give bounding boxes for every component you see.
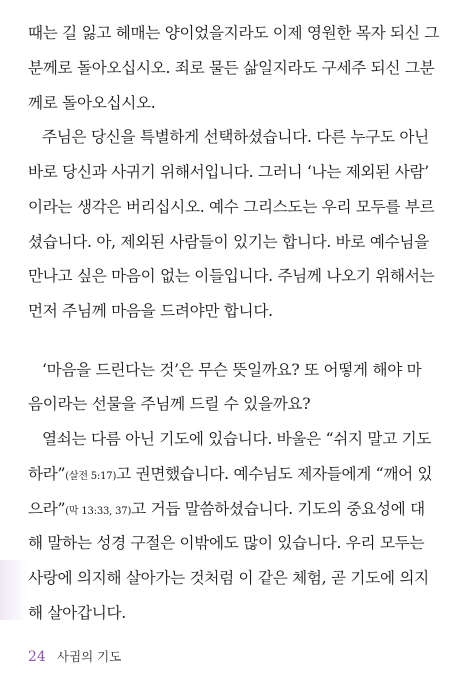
- text-line: 바로 당신과 사귀기 위해서입니다. 그러니 ‘나는 제외된 사람’: [28, 163, 429, 181]
- text-segment: 고 거듭 말씀하셨습니다. 기도의 중요성에 대: [131, 500, 425, 518]
- text-line: ‘마음을 드린다는 것’은 무슨 뜻일까요? 또 어떻게 해야 마: [42, 361, 422, 379]
- text-line: 해 살아갑니다.: [28, 604, 126, 622]
- text-segment: 으라”: [28, 500, 66, 518]
- margin-highlight-mark: [0, 560, 28, 620]
- page-footer: [28, 646, 121, 665]
- scripture-reference: (살전 5:17): [65, 471, 117, 482]
- text-line: 께로 돌아오십시오.: [28, 94, 156, 112]
- text-line: 해 말하는 성경 구절은 이밖에도 많이 있습니다. 우리 모두는: [28, 534, 425, 552]
- text-line: 이라는 생각은 버리십시오. 예수 그리스도는 우리 모두를 부르: [28, 198, 435, 216]
- text-line-with-reference: [28, 502, 425, 518]
- text-line: 분께로 돌아오십시오. 죄로 물든 삶일지라도 구세주 되신 그분: [28, 59, 435, 77]
- text-line: 때는 길 잃고 헤매는 양이었을지라도 이제 영원한 목자 되신 그: [28, 24, 440, 42]
- text-segment: 하라”: [28, 465, 66, 483]
- text-line: 먼저 주님께 마음을 드려야만 합니다.: [28, 302, 273, 320]
- text-line: 열쇠는 다름 아닌 기도에 있습니다. 바울은 “쉬지 말고 기도: [42, 430, 432, 448]
- text-line-with-reference: [28, 467, 432, 483]
- text-line: 음이라는 선물을 주님께 드릴 수 있을까요?: [28, 395, 311, 413]
- text-line: 사랑에 의지해 살아가는 것처럼 이 같은 체험, 곧 기도에 의지: [28, 569, 429, 587]
- text-line: 주님은 당신을 특별하게 선택하셨습니다. 다른 누구도 아닌: [42, 128, 429, 146]
- book-title: 사귐의 기도: [56, 649, 122, 664]
- page-number: 24: [28, 649, 46, 665]
- text-line: 만나고 싶은 마음이 없는 이들입니다. 주님께 나오기 위해서는: [28, 267, 435, 285]
- text-line: 셨습니다. 아, 제외된 사람들이 있기는 합니다. 바로 예수님을: [28, 233, 429, 251]
- text-segment: 고 권면했습니다. 예수님도 제자들에게 “깨어 있: [116, 465, 433, 483]
- scripture-reference: (막 13:33, 37): [65, 506, 132, 517]
